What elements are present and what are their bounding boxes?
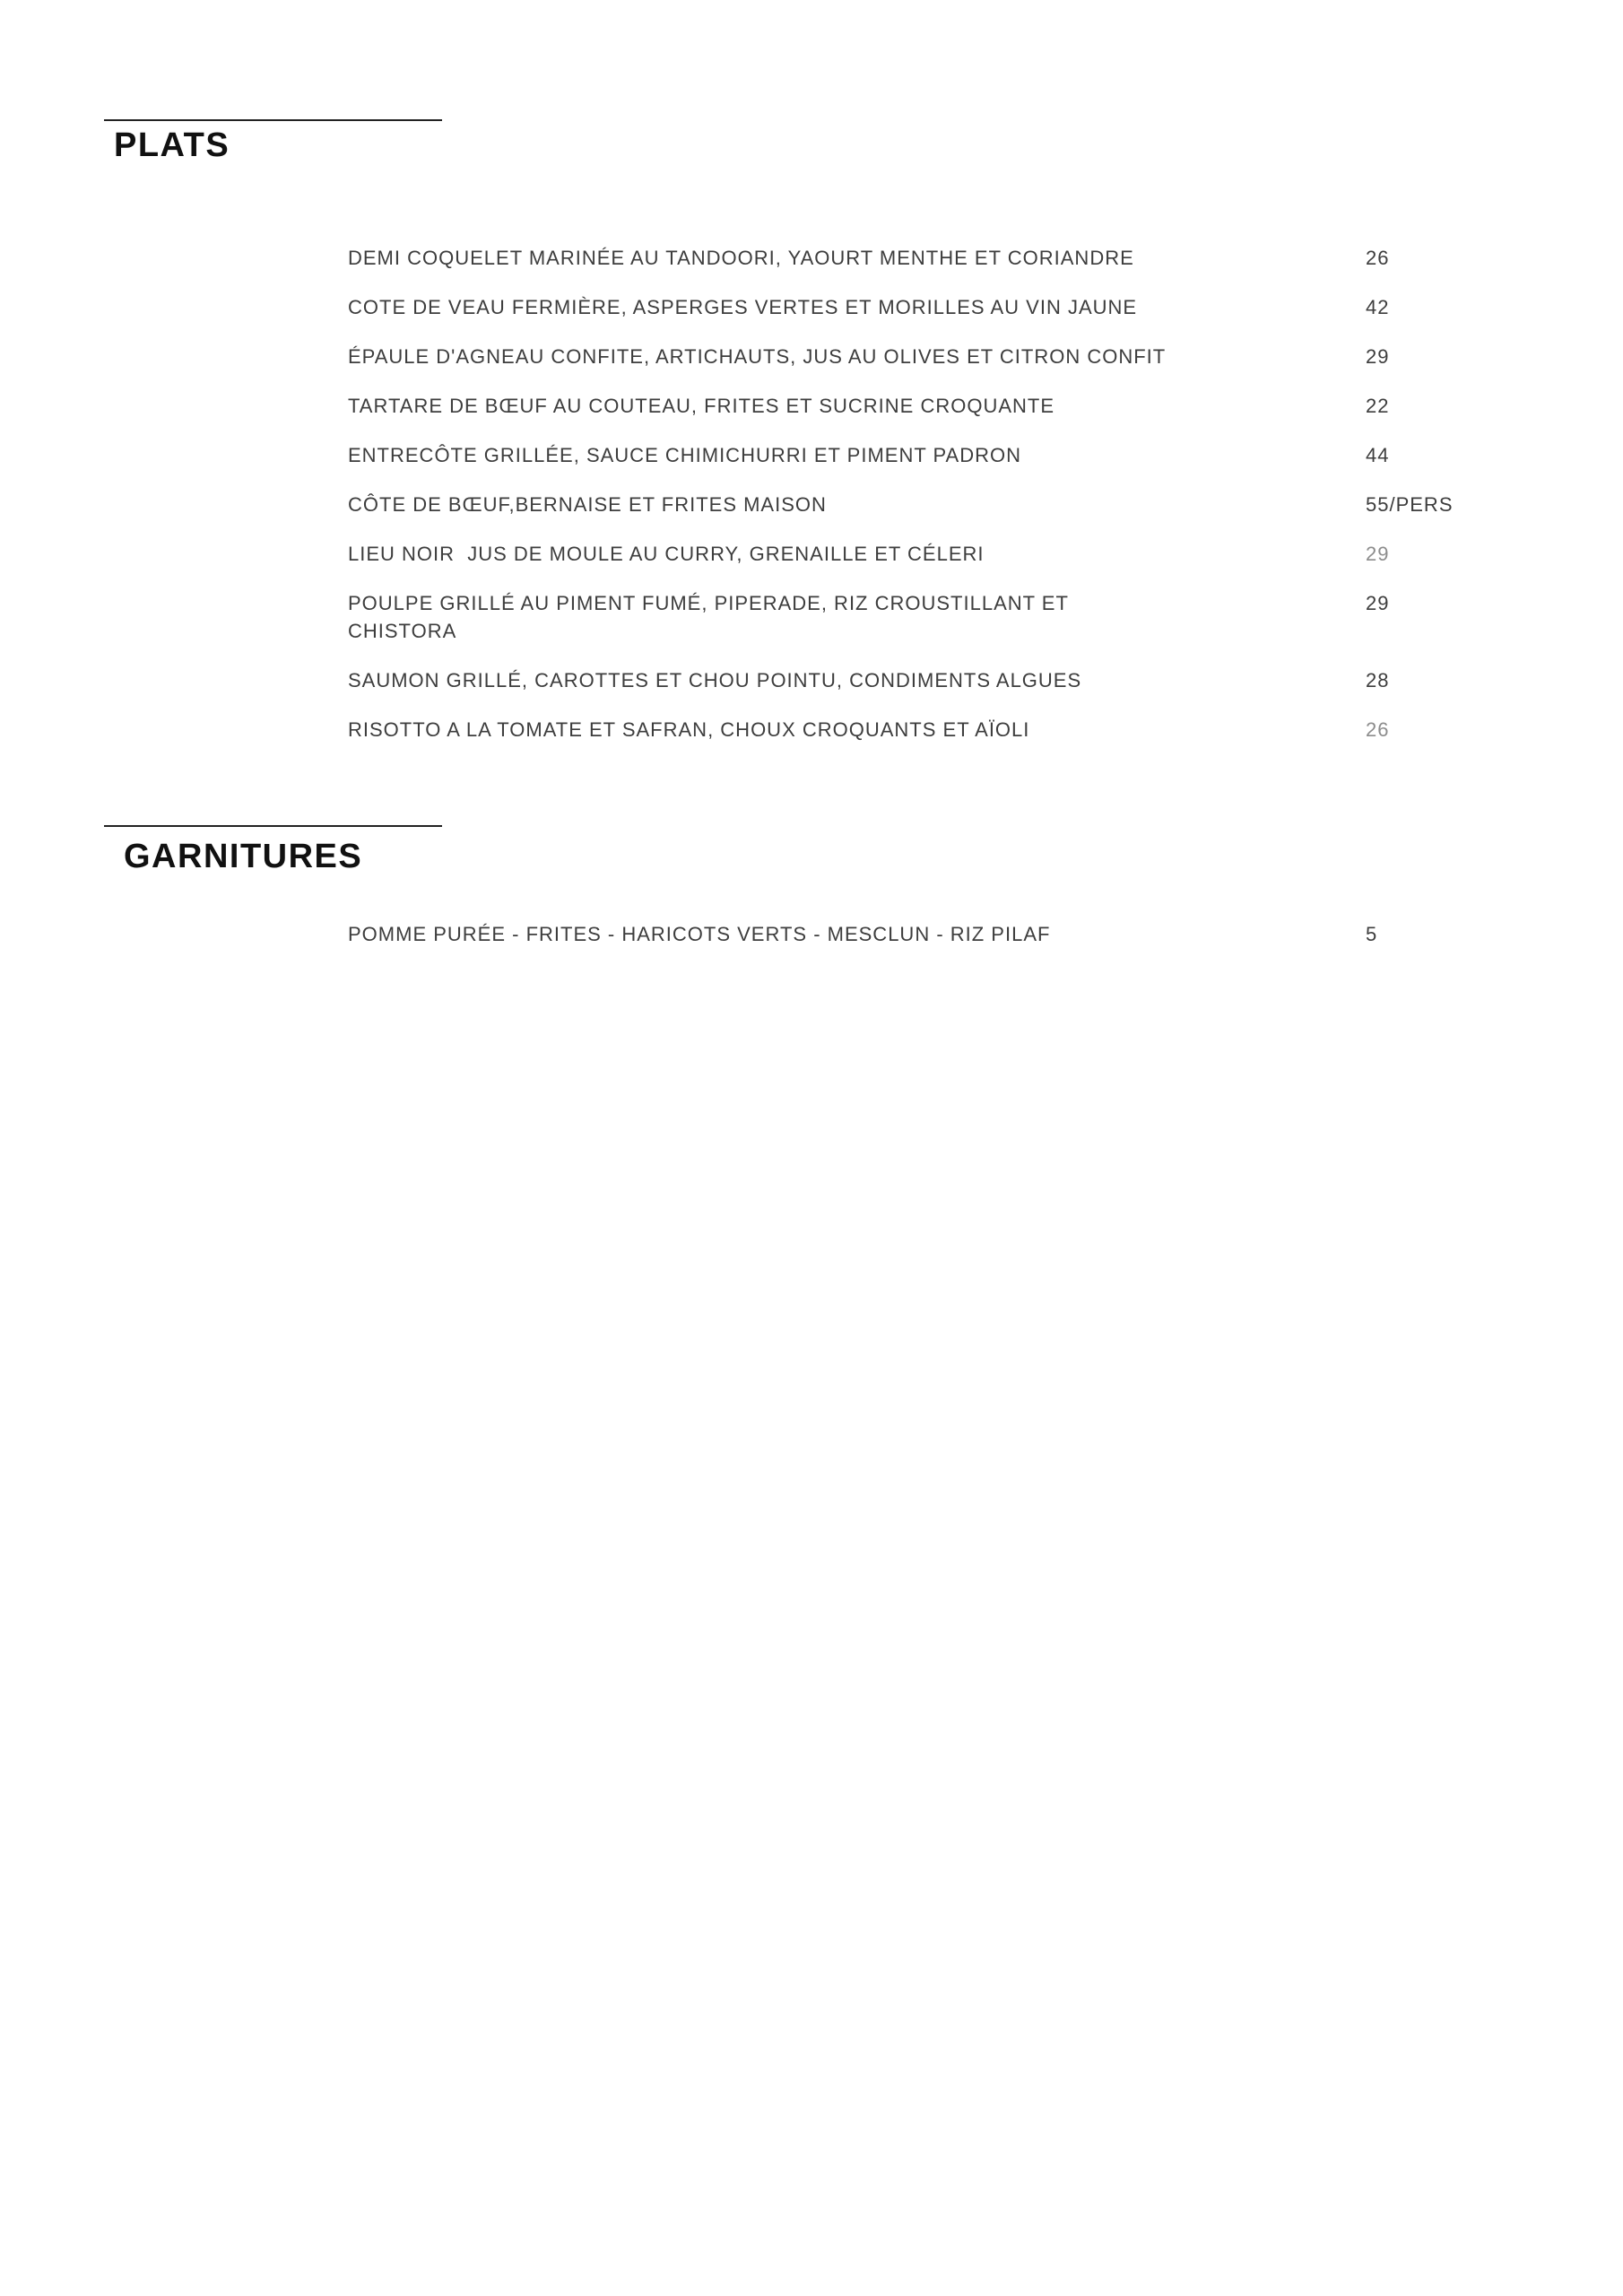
menu-item-name: LIEU NOIR JUS DE MOULE AU CURRY, GRENAILLE ET CÉLERI	[348, 543, 985, 565]
menu-item-name: DEMI COQUELET MARINÉE AU TANDOORI, YAOURT MENTHE ET CORIANDRE	[348, 247, 1134, 269]
menu-item-row	[348, 920, 1541, 948]
menu-item-price: 5	[1366, 923, 1378, 945]
menu-item-name: TARTARE DE BŒUF AU COUTEAU, FRITES ET SUCRINE CROQUANTE	[348, 395, 1055, 417]
plats-section-title: PLATS	[114, 126, 230, 164]
menu-item-price: 29	[1366, 592, 1390, 614]
menu-item-row	[348, 716, 1541, 744]
menu-item-row	[348, 491, 1541, 518]
menu-item-row	[348, 244, 1541, 272]
menu-item-row	[348, 392, 1541, 420]
garnitures-section-title: GARNITURES	[124, 838, 363, 875]
menu-item-name: SAUMON GRILLÉ, CAROTTES ET CHOU POINTU, CONDIMENTS ALGUES	[348, 669, 1082, 691]
menu-item-name: ÉPAULE D'AGNEAU CONFITE, ARTICHAUTS, JUS AU OLIVES ET CITRON CONFIT	[348, 345, 1167, 368]
garnitures-divider-line	[104, 825, 442, 827]
menu-item-row	[348, 589, 1541, 645]
menu-item-name: POMME PURÉE - FRITES - HARICOTS VERTS - MESCLUN - RIZ PILAF	[348, 923, 1051, 945]
menu-item-row	[348, 666, 1541, 694]
menu-item-name: POULPE GRILLÉ AU PIMENT FUMÉ, PIPERADE, RIZ CROUSTILLANT ET CHISTORA	[348, 592, 1069, 642]
menu-item-name: CÔTE DE BŒUF,BERNAISE ET FRITES MAISON	[348, 493, 827, 516]
menu-item-row	[348, 343, 1541, 370]
menu-item-name: RISOTTO A LA TOMATE ET SAFRAN, CHOUX CROQUANTS ET AÏOLI	[348, 718, 1030, 741]
menu-item-price: 26	[1366, 247, 1390, 269]
menu-item-price: 42	[1366, 296, 1390, 318]
menu-item-price: 28	[1366, 669, 1390, 691]
menu-item-price: 26	[1366, 718, 1390, 741]
menu-item-name: ENTRECÔTE GRILLÉE, SAUCE CHIMICHURRI ET PIMENT PADRON	[348, 444, 1021, 466]
plats-divider-line	[104, 119, 442, 121]
menu-item-name: COTE DE VEAU FERMIÈRE, ASPERGES VERTES ET MORILLES AU VIN JAUNE	[348, 296, 1138, 318]
menu-item-row	[348, 441, 1541, 469]
menu-item-row	[348, 540, 1541, 568]
menu-item-price: 55/PERS	[1366, 493, 1454, 516]
garnitures-item-list	[348, 920, 1541, 970]
menu-item-price: 29	[1366, 345, 1390, 368]
menu-item-price: 22	[1366, 395, 1390, 417]
menu-item-row	[348, 293, 1541, 321]
menu-item-price: 44	[1366, 444, 1390, 466]
menu-item-price: 29	[1366, 543, 1390, 565]
plats-item-list	[348, 244, 1541, 765]
